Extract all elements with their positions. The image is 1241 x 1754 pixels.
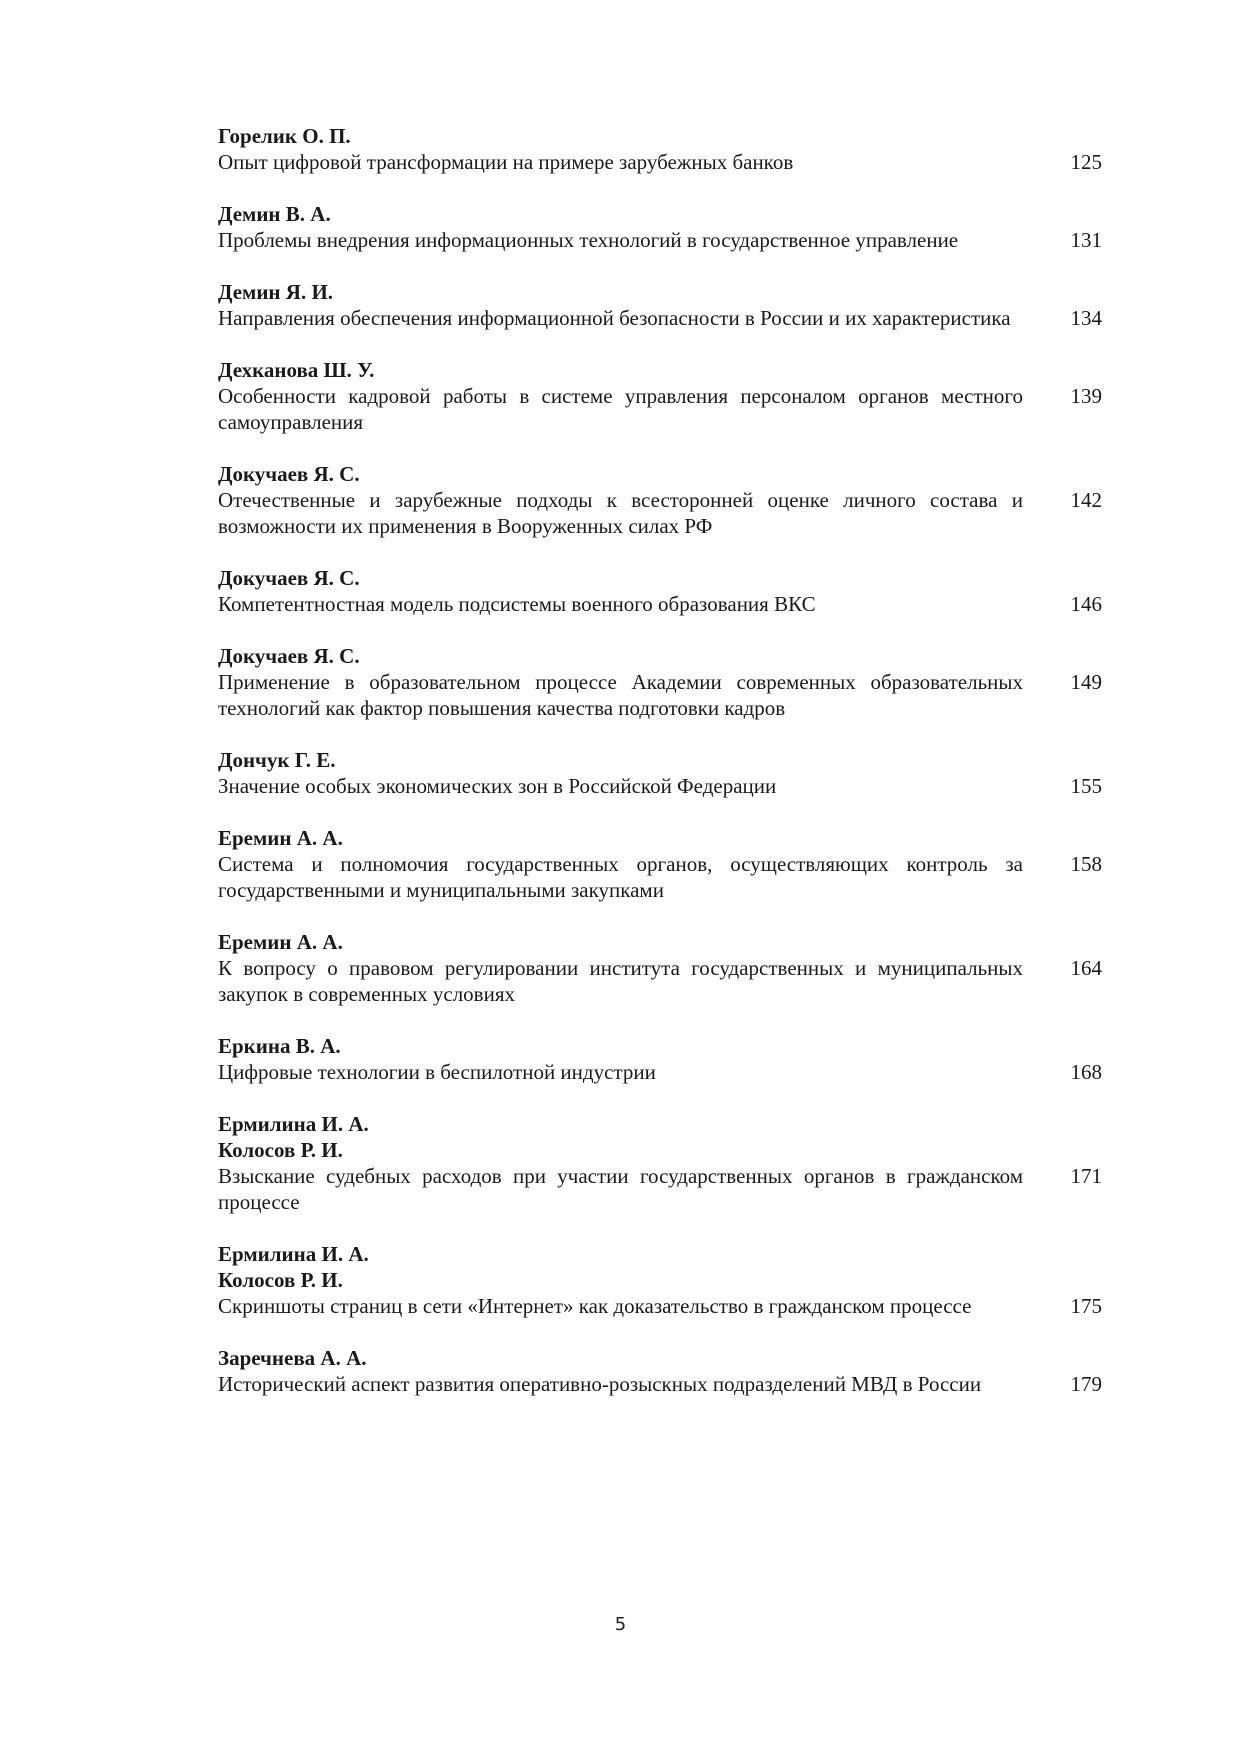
entry-author: Горелик О. П.: [218, 124, 351, 148]
entry-page-number: 134: [1070, 306, 1102, 330]
entry-body: [218, 1163, 1102, 1215]
entry-body: [218, 1371, 1102, 1397]
entry-body: [218, 487, 1102, 539]
entry-author: Докучаев Я. С.: [218, 566, 360, 590]
entry-title: Значение особых экономических зон в Российской Федерации: [218, 774, 777, 798]
toc-entry: [218, 1033, 1102, 1085]
entry-page-number: 164: [1070, 956, 1102, 980]
entry-author: Ермилина И. А.: [218, 1242, 369, 1266]
toc-entry: [218, 357, 1102, 435]
entry-page-number: 131: [1070, 228, 1102, 252]
toc-entry: [218, 461, 1102, 539]
entry-title: Применение в образовательном процессе Академии современных образовательных технологий как фактор повышения качества подготовки кадров: [218, 670, 1023, 720]
entry-body: [218, 955, 1102, 1007]
entry-title: Взыскание судебных расходов при участии государственных органов в гражданском процессе: [218, 1164, 1023, 1214]
entry-page-number: 125: [1070, 150, 1102, 174]
entry-author: Демин В. А.: [218, 202, 331, 226]
entry-body: [218, 773, 1102, 799]
entry-title: Исторический аспект развития оперативно-розыскных подразделений МВД в России: [218, 1372, 982, 1396]
entry-body: [218, 591, 1102, 617]
entry-author: Еремин А. А.: [218, 930, 343, 954]
entry-title: Проблемы внедрения информационных технологий в государственное управление: [218, 228, 959, 252]
entry-author: Ермилина И. А.: [218, 1112, 369, 1136]
entry-body: [218, 305, 1102, 331]
entry-title: К вопросу о правовом регулировании института государственных и муниципальных закупок в современных условиях: [218, 956, 1023, 1006]
table-of-contents: [218, 123, 1102, 1423]
entry-title: Цифровые технологии в беспилотной индустрии: [218, 1060, 656, 1084]
entry-page-number: 139: [1070, 384, 1102, 408]
toc-entry: [218, 123, 1102, 175]
entry-title: Направления обеспечения информационной безопасности в России и их характеристика: [218, 306, 1011, 330]
page-footer-number: 5: [614, 1614, 627, 1635]
entry-body: [218, 227, 1102, 253]
entry-page-number: 175: [1070, 1294, 1102, 1318]
toc-entry: [218, 1241, 1102, 1319]
entry-title: Система и полномочия государственных органов, осуществляющих контроль за государственными и муниципальными закупками: [218, 852, 1023, 902]
entry-title: Отечественные и зарубежные подходы к всесторонней оценке личного состава и возможности их применения в Вооруженных силах РФ: [218, 488, 1023, 538]
entry-body: [218, 383, 1102, 435]
entry-author: Дончук Г. Е.: [218, 748, 336, 772]
entry-author: Еремин А. А.: [218, 826, 343, 850]
toc-entry: [218, 825, 1102, 903]
toc-entry: [218, 1111, 1102, 1215]
entry-title: Опыт цифровой трансформации на примере зарубежных банков: [218, 150, 794, 174]
toc-entry: [218, 201, 1102, 253]
entry-page-number: 149: [1070, 670, 1102, 694]
entry-title: Компетентностная модель подсистемы военного образования ВКС: [218, 592, 816, 616]
entry-body: [218, 851, 1102, 903]
entry-author: Докучаев Я. С.: [218, 644, 360, 668]
entry-page-number: 171: [1070, 1164, 1102, 1188]
toc-entry: [218, 1345, 1102, 1397]
entry-author: Колосов Р. И.: [218, 1138, 343, 1162]
entry-page-number: 155: [1070, 774, 1102, 798]
entry-author: Докучаев Я. С.: [218, 462, 360, 486]
entry-body: [218, 1293, 1102, 1319]
entry-author: Демин Я. И.: [218, 280, 334, 304]
toc-entry: [218, 279, 1102, 331]
entry-title: Скриншоты страниц в сети «Интернет» как доказательство в гражданском процессе: [218, 1294, 972, 1318]
entry-title: Особенности кадровой работы в системе управления персоналом органов местного самоуправления: [218, 384, 1023, 434]
toc-entry: [218, 929, 1102, 1007]
entry-body: [218, 149, 1102, 175]
toc-entry: [218, 747, 1102, 799]
entry-page-number: 179: [1070, 1372, 1102, 1396]
toc-entry: [218, 643, 1102, 721]
entry-page-number: 168: [1070, 1060, 1102, 1084]
entry-page-number: 158: [1070, 852, 1102, 876]
entry-page-number: 146: [1070, 592, 1102, 616]
entry-page-number: 142: [1070, 488, 1102, 512]
toc-entry: [218, 565, 1102, 617]
entry-author: Еркина В. А.: [218, 1034, 341, 1058]
entry-body: [218, 669, 1102, 721]
entry-author: Колосов Р. И.: [218, 1268, 343, 1292]
entry-author: Заречнева А. А.: [218, 1346, 367, 1370]
entry-author: Дехканова Ш. У.: [218, 358, 375, 382]
entry-body: [218, 1059, 1102, 1085]
